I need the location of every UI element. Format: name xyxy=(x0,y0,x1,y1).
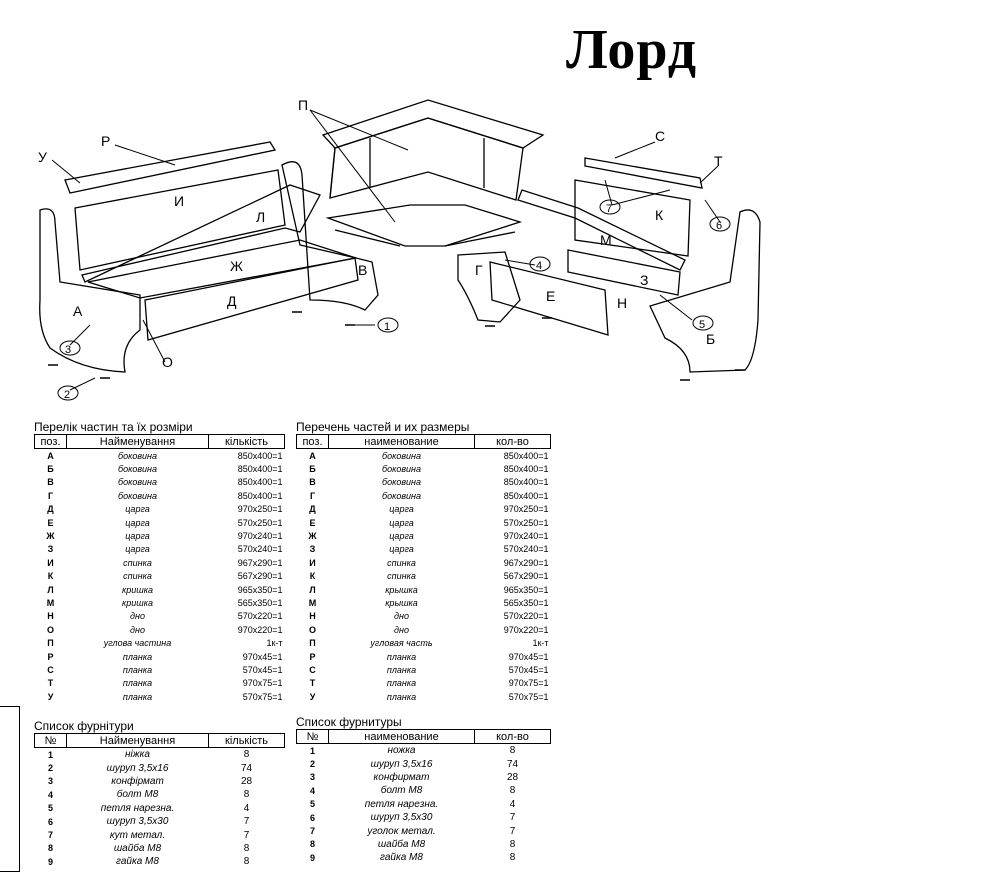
cell-pos: Б xyxy=(47,464,54,475)
cell-name: боковина xyxy=(118,464,157,475)
cell-name: планка xyxy=(386,678,417,689)
table-row xyxy=(35,516,285,529)
cell-pos: С xyxy=(309,664,316,675)
table-row xyxy=(35,842,285,855)
cell-pos: Р xyxy=(309,651,316,662)
table-row xyxy=(35,543,285,556)
left-plank-r xyxy=(65,142,275,193)
cell-pos: 1 xyxy=(47,749,53,760)
cell-qty: 570x240=1 xyxy=(237,544,283,555)
cell-qty: 74 xyxy=(240,762,253,774)
table-row xyxy=(35,449,285,463)
cell-name: планка xyxy=(122,651,153,662)
cell-pos: Г xyxy=(47,490,54,501)
cell-name: царга xyxy=(125,531,150,542)
corner-part-p xyxy=(323,100,543,246)
cell-pos: Д xyxy=(47,504,54,515)
cell-name: боковина xyxy=(118,450,157,461)
legs xyxy=(48,312,745,380)
cell-qty: 8 xyxy=(509,745,516,757)
cell-name: спинка xyxy=(123,557,152,568)
table-row xyxy=(297,529,551,542)
cell-qty: 850x400=1 xyxy=(503,477,549,488)
header-name: Найменування xyxy=(67,734,209,748)
cell-qty: 850x400=1 xyxy=(237,490,283,501)
diagram-label: У xyxy=(38,149,47,165)
cell-name: царга xyxy=(389,504,414,515)
table-row xyxy=(297,636,551,649)
cell-name: гайка М8 xyxy=(116,856,159,868)
table-row xyxy=(297,489,551,502)
diagram-label: 4 xyxy=(536,260,543,272)
cell-pos: Н xyxy=(47,611,54,622)
table-row xyxy=(35,596,285,609)
cell-qty: 8 xyxy=(243,789,250,801)
cell-name: планка xyxy=(122,678,153,689)
diagram-label: 3 xyxy=(65,344,72,356)
cell-name: кришка xyxy=(122,584,153,595)
table-row xyxy=(297,476,551,489)
table-row xyxy=(297,516,551,529)
cell-name: угловая часть xyxy=(370,638,433,649)
header-pos: поз. xyxy=(297,435,329,449)
table-row xyxy=(297,677,551,690)
diagram-label: Р xyxy=(101,133,111,149)
cell-name: боковина xyxy=(382,450,421,461)
cell-qty: 570x75=1 xyxy=(508,691,549,702)
cell-pos: К xyxy=(309,571,316,582)
header-qty: кол-во xyxy=(475,435,551,449)
table-row xyxy=(297,811,551,824)
cell-name: шуруп 3,5x16 xyxy=(370,758,433,770)
cell-qty: 970x220=1 xyxy=(237,624,283,635)
cell-pos: Ж xyxy=(308,531,317,542)
table-row xyxy=(35,650,285,663)
diagram-label: Л xyxy=(256,209,266,225)
cell-qty: 970x75=1 xyxy=(242,678,283,689)
table-row xyxy=(35,802,285,815)
cell-name: царга xyxy=(125,517,150,528)
cell-qty: 570x240=1 xyxy=(503,544,549,555)
table-row xyxy=(35,623,285,636)
table-row xyxy=(297,824,551,837)
cell-name: боковина xyxy=(382,477,421,488)
cell-qty: 570x220=1 xyxy=(503,611,549,622)
cell-pos: Т xyxy=(309,678,316,689)
cell-qty: 4 xyxy=(243,802,250,814)
cell-qty: 7 xyxy=(509,812,516,824)
cell-qty: 1к-т xyxy=(532,638,549,649)
table-row xyxy=(35,788,285,801)
cell-qty: 570x250=1 xyxy=(237,517,283,528)
diagram-label: Т xyxy=(714,153,723,169)
table-row xyxy=(35,815,285,828)
table-row xyxy=(297,623,551,636)
cell-qty: 4 xyxy=(509,798,516,810)
cell-pos: 3 xyxy=(47,776,53,787)
cell-name: боковина xyxy=(118,477,157,488)
cell-name: гайка М8 xyxy=(380,852,423,864)
cell-name: крышка xyxy=(385,584,418,595)
cell-qty: 967x290=1 xyxy=(237,557,283,568)
hardware-section-ru xyxy=(296,716,551,865)
table-row xyxy=(297,570,551,583)
cell-pos: И xyxy=(309,557,316,568)
table-row xyxy=(297,851,551,864)
cell-qty: 850x400=1 xyxy=(237,464,283,475)
cell-name: конфірмат xyxy=(111,775,164,787)
diagram-label: С xyxy=(655,128,666,144)
cell-pos: О xyxy=(308,624,316,635)
cell-qty: 970x45=1 xyxy=(242,651,283,662)
cell-name: ножка xyxy=(387,745,416,757)
table-row xyxy=(297,771,551,784)
cell-qty: 970x220=1 xyxy=(503,624,549,635)
table-row xyxy=(35,489,285,502)
diagram-label: И xyxy=(174,193,185,209)
cell-name: уголок метал. xyxy=(367,825,436,837)
cell-qty: 1к-т xyxy=(266,638,283,649)
table-row xyxy=(297,690,551,703)
cell-pos: 6 xyxy=(47,816,53,827)
table-row xyxy=(297,650,551,663)
cell-qty: 28 xyxy=(240,775,253,787)
cell-pos: 6 xyxy=(309,812,315,823)
cell-pos: Б xyxy=(309,464,316,475)
left-back-i xyxy=(75,170,356,298)
diagram-label: Н xyxy=(617,295,628,311)
parts-caption-ua: Перелік частин та їх розміри xyxy=(34,421,193,434)
cell-name: кришка xyxy=(122,597,153,608)
hardware-table-ru xyxy=(296,729,551,865)
diagram-label: М xyxy=(600,232,612,248)
diagram-label: Д xyxy=(227,293,237,309)
table-row xyxy=(35,556,285,569)
cell-qty: 970x250=1 xyxy=(237,504,283,515)
cell-pos: М xyxy=(308,597,317,608)
parts-section-ua xyxy=(34,421,285,703)
table-row xyxy=(297,798,551,811)
cell-pos: К xyxy=(47,571,54,582)
diagram-label: П xyxy=(298,97,309,113)
cell-name: царга xyxy=(389,544,414,555)
header-name: наименование xyxy=(329,730,475,744)
header-qty: кількість xyxy=(209,734,285,748)
cell-name: планка xyxy=(386,651,417,662)
cell-qty: 970x240=1 xyxy=(237,531,283,542)
cell-pos: Г xyxy=(309,490,316,501)
cell-name: спинка xyxy=(387,571,416,582)
cell-pos: 7 xyxy=(309,826,315,837)
cell-name: дно xyxy=(394,611,409,622)
cell-pos: 1 xyxy=(309,745,315,756)
cell-name: дно xyxy=(130,611,145,622)
table-row xyxy=(35,583,285,596)
cell-name: кут метал. xyxy=(109,829,166,841)
table-row xyxy=(297,543,551,556)
cell-name: шайба М8 xyxy=(113,842,162,854)
diagram-label: 6 xyxy=(716,220,723,232)
table-row xyxy=(297,744,551,758)
cell-pos: Н xyxy=(309,611,316,622)
cell-pos: 2 xyxy=(309,759,315,770)
product-title: Лорд xyxy=(566,19,698,81)
table-row xyxy=(35,529,285,542)
cell-pos: 7 xyxy=(47,830,53,841)
cell-name: болт М8 xyxy=(116,789,159,801)
cell-qty: 970x45=1 xyxy=(508,651,549,662)
parts-section-ru xyxy=(296,421,551,703)
cell-qty: 970x75=1 xyxy=(508,678,549,689)
page-frame xyxy=(0,706,20,872)
cell-qty: 567x290=1 xyxy=(503,571,549,582)
cell-pos: 8 xyxy=(309,839,315,850)
cell-pos: 9 xyxy=(47,856,53,867)
diagram-label: Б xyxy=(706,331,716,347)
diagram-label: Г xyxy=(475,262,483,278)
cell-qty: 570x45=1 xyxy=(508,664,549,675)
hardware-table-ua xyxy=(34,733,285,869)
header-qty: кількість xyxy=(209,435,285,449)
table-row xyxy=(35,503,285,516)
table-row xyxy=(297,449,551,463)
cell-pos: 2 xyxy=(47,763,53,774)
table-row xyxy=(35,677,285,690)
diagram-label: К xyxy=(655,207,664,223)
cell-qty: 850x400=1 xyxy=(237,450,283,461)
cell-pos: В xyxy=(47,477,54,488)
diagram-label: З xyxy=(640,272,649,288)
table-row xyxy=(35,761,285,774)
table-row xyxy=(297,462,551,475)
cell-pos: Д xyxy=(309,504,316,515)
table-row xyxy=(35,775,285,788)
diagram-label: О xyxy=(162,354,173,370)
table-row xyxy=(297,610,551,623)
table-row xyxy=(35,570,285,583)
cell-qty: 965x350=1 xyxy=(237,584,283,595)
cell-qty: 7 xyxy=(243,829,250,841)
diagram-label: Е xyxy=(546,288,556,304)
table-row xyxy=(35,636,285,649)
cell-qty: 970x240=1 xyxy=(503,531,549,542)
diagram-label: Ж xyxy=(230,258,243,274)
table-row xyxy=(35,663,285,676)
table-row xyxy=(297,583,551,596)
cell-pos: В xyxy=(309,477,316,488)
cell-qty: 570x75=1 xyxy=(242,691,283,702)
cell-qty: 8 xyxy=(509,852,516,864)
cell-name: планка xyxy=(386,691,417,702)
cell-pos: П xyxy=(309,638,316,649)
cell-pos: 9 xyxy=(309,852,315,863)
side-g xyxy=(458,252,520,322)
table-row xyxy=(297,596,551,609)
cell-name: шуруп 3,5x30 xyxy=(370,812,433,824)
cell-qty: 970x250=1 xyxy=(503,504,549,515)
table-row xyxy=(35,855,285,868)
cell-name: боковина xyxy=(382,464,421,475)
right-side-b xyxy=(650,210,760,372)
cell-pos: П xyxy=(47,638,54,649)
cell-name: шуруп 3,5x30 xyxy=(106,816,169,828)
cell-name: боковина xyxy=(382,490,421,501)
cell-name: спинка xyxy=(123,571,152,582)
cell-name: царга xyxy=(389,517,414,528)
cell-qty: 8 xyxy=(243,842,250,854)
cell-name: боковина xyxy=(118,490,157,501)
header-num: № xyxy=(35,734,67,748)
cell-pos: З xyxy=(309,544,316,555)
cell-qty: 965x350=1 xyxy=(503,584,549,595)
cell-pos: Ж xyxy=(46,531,55,542)
left-side-a xyxy=(40,209,140,372)
table-row xyxy=(35,610,285,623)
cell-name: петля нарезна. xyxy=(100,802,175,814)
cell-name: планка xyxy=(122,664,153,675)
diagram-labels xyxy=(38,97,723,401)
cell-qty: 7 xyxy=(243,816,250,828)
cell-qty: 570x250=1 xyxy=(503,517,549,528)
cell-pos: 5 xyxy=(309,799,315,810)
cell-name: дно xyxy=(130,624,145,635)
cell-pos: А xyxy=(47,450,54,461)
cell-pos: З xyxy=(47,544,54,555)
cell-qty: 8 xyxy=(243,749,250,761)
cell-qty: 850x400=1 xyxy=(237,477,283,488)
header-qty: кол-во xyxy=(475,730,551,744)
cell-pos: А xyxy=(309,450,316,461)
table-row xyxy=(297,663,551,676)
cell-name: ніжка xyxy=(125,749,150,761)
hardware-section-ua xyxy=(34,720,285,869)
cell-name: петля нарезна. xyxy=(364,798,439,810)
table-row xyxy=(35,690,285,703)
table-row xyxy=(297,503,551,516)
cell-pos: 4 xyxy=(47,789,53,800)
header-num: № xyxy=(297,730,329,744)
parts-table-ua xyxy=(34,434,285,703)
cell-qty: 8 xyxy=(509,785,516,797)
hardware-caption-ua: Список фурнітури xyxy=(34,720,134,733)
cell-pos: Л xyxy=(47,584,54,595)
cell-pos: Т xyxy=(47,678,54,689)
cell-name: планка xyxy=(122,691,153,702)
cell-name: крышка xyxy=(385,597,418,608)
cell-pos: С xyxy=(47,664,54,675)
table-row xyxy=(297,757,551,770)
cell-pos: 3 xyxy=(309,772,315,783)
table-row xyxy=(297,556,551,569)
diagram-label: 2 xyxy=(64,389,71,401)
cell-pos: И xyxy=(47,557,54,568)
cell-name: планка xyxy=(386,664,417,675)
cell-qty: 8 xyxy=(243,856,250,868)
cell-pos: 5 xyxy=(47,803,53,814)
diagram-label: В xyxy=(358,262,368,278)
cell-qty: 28 xyxy=(506,771,519,783)
cell-qty: 850x400=1 xyxy=(503,464,549,475)
cell-name: углова частина xyxy=(103,638,172,649)
cell-name: шайба М8 xyxy=(377,838,426,850)
cell-qty: 7 xyxy=(509,825,516,837)
table-row xyxy=(35,476,285,489)
diagram-label: А xyxy=(73,303,83,319)
cell-name: царга xyxy=(389,531,414,542)
table-row xyxy=(297,784,551,797)
cell-name: шуруп 3,5x16 xyxy=(106,762,169,774)
cell-name: конфирмат xyxy=(373,771,430,783)
cell-pos: М xyxy=(46,597,55,608)
parts-caption-ru: Перечень частей и их размеры xyxy=(296,421,470,434)
cell-pos: 8 xyxy=(47,843,53,854)
cell-qty: 565x350=1 xyxy=(237,597,283,608)
cell-qty: 8 xyxy=(509,838,516,850)
table-row xyxy=(35,748,285,762)
cell-qty: 570x220=1 xyxy=(237,611,283,622)
cell-name: спинка xyxy=(387,557,416,568)
table-row xyxy=(35,828,285,841)
cell-qty: 850x400=1 xyxy=(503,450,549,461)
cell-pos: Р xyxy=(47,651,54,662)
header-name: наименование xyxy=(329,435,475,449)
cell-qty: 850x400=1 xyxy=(503,490,549,501)
cell-pos: Л xyxy=(309,584,316,595)
assembly-diagram xyxy=(0,90,780,405)
cell-pos: О xyxy=(46,624,54,635)
cell-pos: У xyxy=(47,691,54,702)
hardware-caption-ru: Список фурнитуры xyxy=(296,716,402,729)
table-row xyxy=(35,462,285,475)
table-row xyxy=(297,838,551,851)
cell-name: болт М8 xyxy=(380,785,423,797)
cell-qty: 570x45=1 xyxy=(242,664,283,675)
cell-pos: Е xyxy=(309,517,316,528)
cell-qty: 74 xyxy=(506,758,519,770)
cell-name: дно xyxy=(394,624,409,635)
cell-name: царга xyxy=(125,544,150,555)
cell-qty: 565x350=1 xyxy=(503,597,549,608)
left-apron-d xyxy=(145,258,358,340)
cell-qty: 967x290=1 xyxy=(503,557,549,568)
header-name: Найменування xyxy=(67,435,209,449)
callout-circles xyxy=(58,200,730,400)
parts-table-ru xyxy=(296,434,551,703)
header-pos: поз. xyxy=(35,435,67,449)
cell-name: царга xyxy=(125,504,150,515)
cell-pos: У xyxy=(309,691,316,702)
cell-pos: 4 xyxy=(309,785,315,796)
diagram-label: 7 xyxy=(606,203,613,215)
diagram-label: 1 xyxy=(384,321,391,333)
right-plank-s xyxy=(585,158,702,188)
cell-pos: Е xyxy=(47,517,54,528)
cell-qty: 567x290=1 xyxy=(237,571,283,582)
diagram-label: 5 xyxy=(699,319,706,331)
